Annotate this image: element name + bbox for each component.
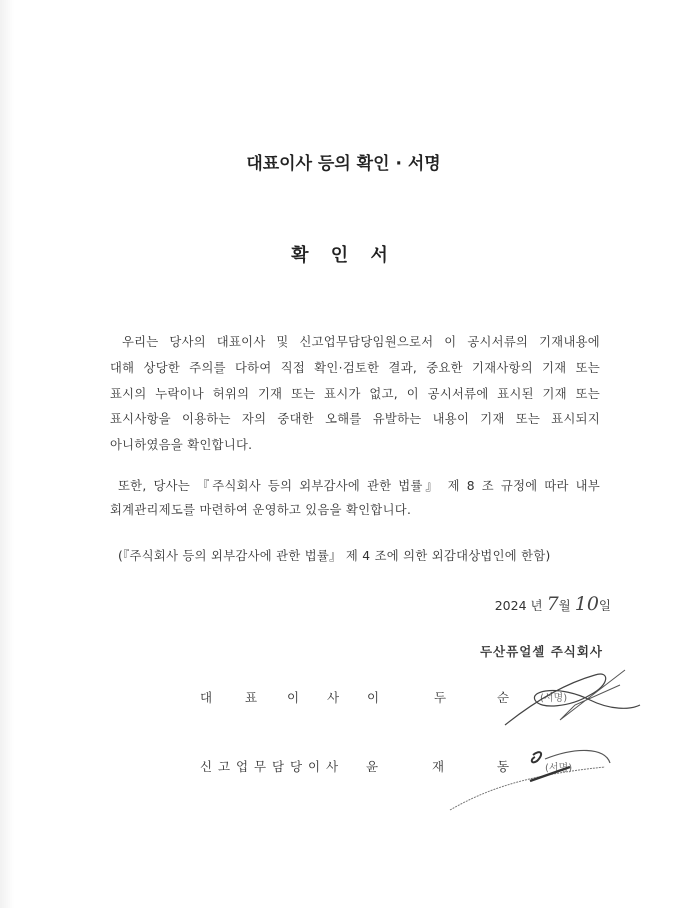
name-char: 두	[434, 690, 447, 705]
paragraph-line: 또한, 당사는 『주식회사 등의 외부감사에 관한 법률』 제 8 조 규정에 따라 내부	[118, 479, 600, 493]
paragraph-line: 표시의 누락이나 허위의 기재 또는 표시가 없고, 이 공시서류에 표시된 기재 또는	[110, 387, 600, 401]
paragraph-line: 우리는 당사의 대표이사 및 신고업무담당임원으로서 이 공시서류의 기재내용에	[122, 335, 600, 349]
date-month-unit: 월	[558, 598, 571, 613]
role-char: 대	[200, 690, 213, 705]
document-title: 대표이사 등의 확인 · 서명	[246, 154, 441, 174]
role-char: 고	[218, 759, 231, 774]
role-char: 당	[290, 759, 303, 774]
paragraph-line: 표시사항을 이용하는 자의 중대한 오해를 유발하는 내용이 기재 또는 표시되지	[110, 412, 600, 426]
role-char: 업	[236, 759, 249, 774]
document-subtitle: 확 인 서	[291, 245, 396, 266]
handwritten-signature-ceo	[500, 665, 650, 740]
date-year: 2024	[494, 598, 527, 613]
paragraph-line: 대해 상당한 주의를 다하여 직접 확인·검토한 결과, 중요한 기재사항의 기재 또는	[110, 361, 600, 375]
role-char: 이	[287, 690, 300, 705]
date-day: 10	[574, 593, 599, 615]
role-char: 이	[308, 759, 321, 774]
signing-date	[495, 593, 611, 615]
name-char: 이	[367, 690, 380, 705]
name-char: 재	[432, 759, 445, 774]
scan-edge	[0, 0, 14, 908]
role-char: 사	[326, 759, 339, 774]
paragraph-line: 회계관리제도를 마련하여 운영하고 있음을 확인합니다.	[110, 503, 412, 517]
role-char: 사	[327, 690, 340, 705]
role-char: 신	[200, 759, 213, 774]
sign-label: (서명)	[540, 693, 568, 704]
date-day-unit: 일	[598, 598, 611, 613]
role-char: 표	[245, 690, 258, 705]
date-year-unit: 년	[530, 598, 543, 613]
sign-label: (서명)	[545, 763, 573, 774]
date-month: 7	[546, 593, 559, 615]
company-name: 두산퓨얼셀 주식회사	[479, 644, 603, 659]
paragraph-line: 아니하였음을 확인합니다.	[110, 438, 253, 452]
name-char: 동	[497, 759, 510, 774]
name-char: 윤	[366, 759, 379, 774]
role-char: 무	[254, 759, 267, 774]
role-char: 담	[272, 759, 285, 774]
applicability-note: (『주식회사 등의 외부감사에 관한 법률』 제 4 조에 의한 외감대상법인에 한함)	[118, 549, 551, 563]
handwritten-signature-officer	[445, 745, 620, 815]
name-char: 순	[497, 690, 510, 705]
